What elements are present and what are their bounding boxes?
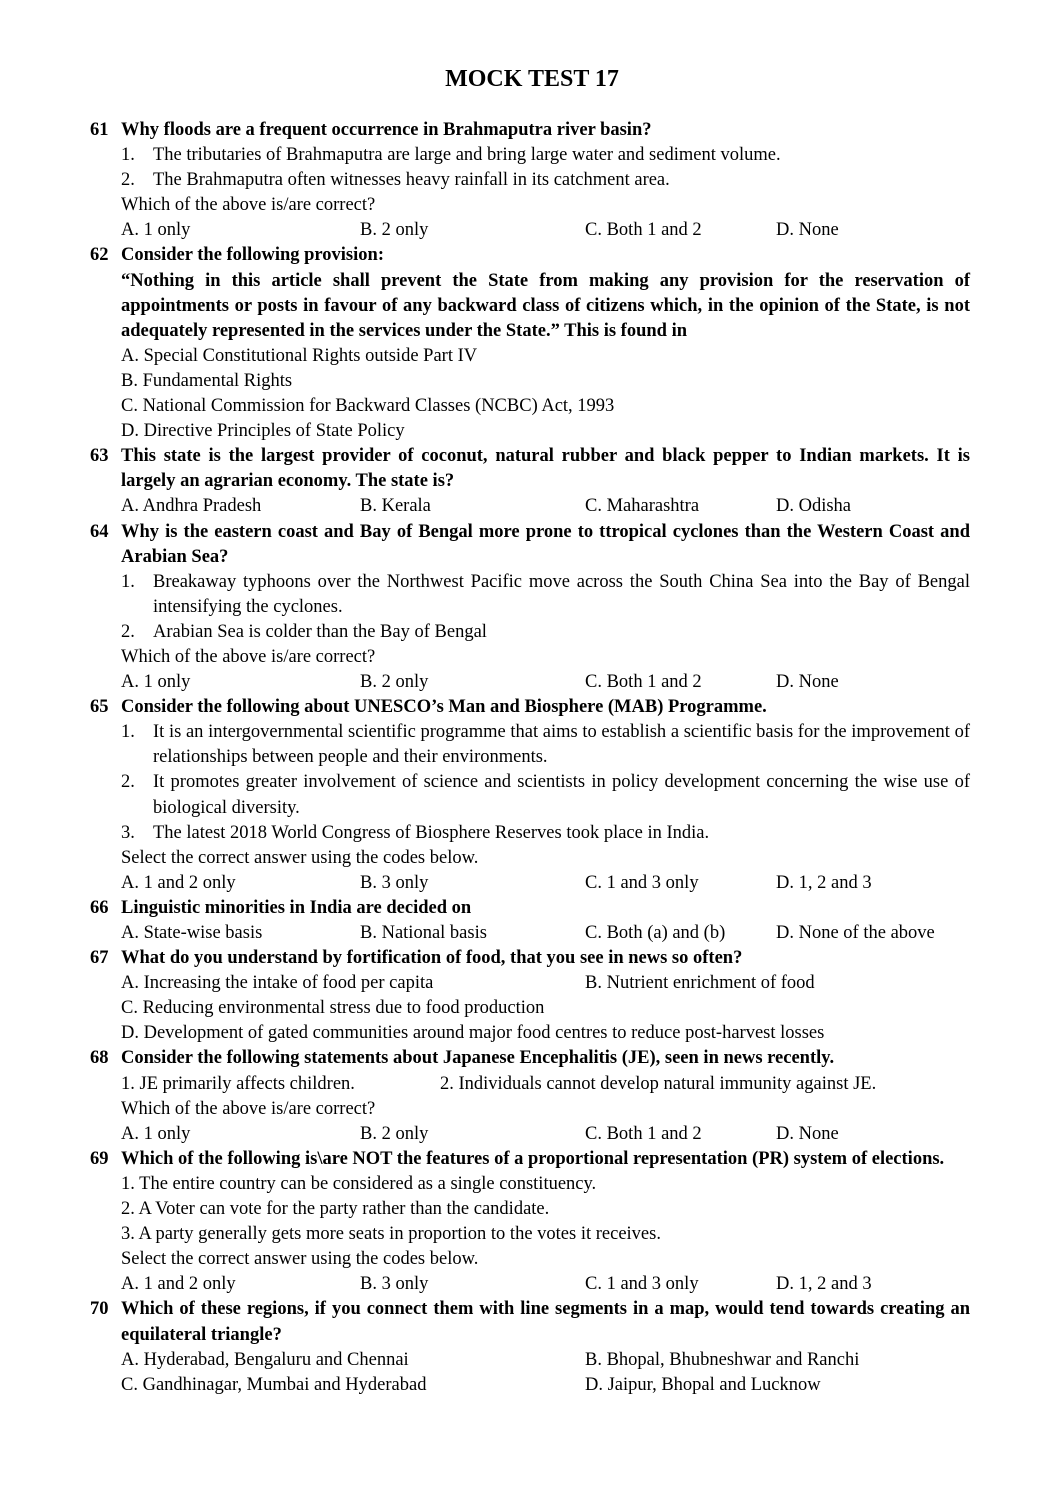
statement-number: 1.	[121, 145, 135, 166]
option-a[interactable]: A. 1 and 2 only	[121, 872, 236, 893]
option-b[interactable]: B. 2 only	[360, 1123, 429, 1144]
option-b[interactable]: B. 2 only	[360, 672, 429, 693]
option-b[interactable]: B. Nutrient enrichment of food	[585, 973, 815, 994]
question-70	[90, 1297, 970, 1397]
option-d[interactable]: D. Jaipur, Bhopal and Lucknow	[585, 1374, 821, 1395]
option-d[interactable]: D. None	[776, 220, 839, 241]
question-list	[90, 118, 970, 1398]
statement-text: The tributaries of Brahmaputra are large and bring large water and sediment volume.	[153, 145, 781, 166]
question-text: Why floods are a frequent occurrence in Brahmaputra river basin?	[121, 120, 652, 140]
statement-text: It promotes greater involvement of science and scientists in policy development concerning the wise use of biological diversity.	[153, 772, 970, 818]
statement-text: It is an intergovernmental scientific programme that aims to establish a scientific basis for the improvement of relationships between people and their environments.	[153, 722, 970, 768]
option-c[interactable]: C. Both (a) and (b)	[585, 923, 726, 943]
option-a[interactable]: A. Increasing the intake of food per capita	[121, 973, 434, 994]
question-text: Consider the following about UNESCO’s Man and Biosphere (MAB) Programme.	[121, 697, 767, 718]
options-row	[121, 971, 970, 996]
question-69	[90, 1147, 970, 1298]
option-a[interactable]: A. Hyderabad, Bengaluru and Chennai	[121, 1349, 409, 1370]
options-row	[121, 1348, 970, 1373]
question-prompt: Which of the above is/are correct?	[121, 646, 376, 667]
option-a[interactable]: A. 1 and 2 only	[121, 1274, 236, 1295]
statement-number: 3.	[121, 822, 135, 843]
question-number: 70	[90, 1299, 109, 1320]
options-row	[121, 494, 970, 519]
question-text: Linguistic minorities in India are decided on	[121, 897, 472, 918]
statement	[121, 821, 970, 846]
question-number: 61	[90, 120, 109, 140]
question-64	[90, 520, 970, 696]
statement-number: 1.	[121, 722, 135, 743]
question-65	[90, 695, 970, 896]
question-prompt: Which of the above is/are correct?	[121, 1098, 376, 1119]
option-a[interactable]: A. 1 only	[121, 1123, 191, 1144]
question-number: 67	[90, 948, 109, 969]
question-text: Which of the following is\are NOT the features of a proportional representation (PR) system of elections.	[121, 1148, 945, 1169]
statement	[121, 620, 970, 645]
options-row	[121, 1122, 970, 1147]
question-prompt: Which of the above is/are correct?	[121, 195, 376, 216]
option-b[interactable]: B. 3 only	[360, 1274, 429, 1295]
option-d[interactable]: D. 1, 2 and 3	[776, 1274, 872, 1295]
options-row	[121, 921, 970, 946]
question-text: Why is the eastern coast and Bay of Bengal more prone to ttropical cyclones than the Western Coast and Arabian Sea?	[121, 521, 970, 567]
options-row	[121, 871, 970, 896]
question-text: Consider the following statements about Japanese Encephalitis (JE), seen in news recently.	[121, 1048, 835, 1069]
option-d[interactable]: D. None of the above	[776, 923, 935, 943]
option-c[interactable]: C. Maharashtra	[585, 496, 700, 517]
question-62	[90, 243, 970, 444]
option-a[interactable]: A. 1 only	[121, 220, 191, 241]
option-a[interactable]: A. 1 only	[121, 672, 191, 693]
question-text: Consider the following provision:	[121, 245, 384, 266]
statement-text: The Brahmaputra often witnesses heavy rainfall in its catchment area.	[153, 170, 670, 191]
question-number: 65	[90, 697, 109, 718]
option-c[interactable]: C. Both 1 and 2	[585, 220, 702, 241]
option-c[interactable]: C. Both 1 and 2	[585, 672, 702, 693]
statement: 2. A Voter can vote for the party rather than the candidate.	[121, 1199, 550, 1220]
statements-row	[121, 1072, 970, 1097]
options-row	[121, 1272, 970, 1297]
question-text: What do you understand by fortification of food, that you see in news so often?	[121, 948, 743, 969]
option-b[interactable]: B. Bhopal, Bhubneshwar and Ranchi	[585, 1349, 860, 1370]
option-b[interactable]: B. National basis	[360, 923, 487, 943]
statement: 1. JE primarily affects children.	[121, 1073, 355, 1094]
option-b[interactable]: B. Fundamental Rights	[121, 370, 293, 391]
question-number: 69	[90, 1148, 109, 1169]
option-b[interactable]: B. 3 only	[360, 872, 429, 893]
question-text: This state is the largest provider of coconut, natural rubber and black pepper to Indian markets. It is largely an agrarian economy. The state is?	[121, 446, 970, 492]
option-d[interactable]: D. Directive Principles of State Policy	[121, 421, 405, 442]
statement	[121, 168, 970, 193]
statement-number: 2.	[121, 170, 135, 191]
statement	[121, 570, 970, 620]
option-c[interactable]: C. National Commission for Backward Classes (NCBC) Act, 1993	[121, 396, 615, 417]
statement-text: Arabian Sea is colder than the Bay of Bengal	[153, 621, 487, 642]
option-d[interactable]: D. None	[776, 1123, 839, 1144]
option-a[interactable]: A. Special Constitutional Rights outside Part IV	[121, 345, 478, 366]
statement	[121, 720, 970, 770]
option-c[interactable]: C. Both 1 and 2	[585, 1123, 702, 1144]
statement: 1. The entire country can be considered as a single constituency.	[121, 1173, 597, 1194]
quoted-provision: “Nothing in this article shall prevent the State from making any provision for the reservation of appointments or posts in favour of any backward class of citizens which, in the opinion of the State, is not adequately represented in the services under the State.” This is found in	[121, 270, 970, 341]
question-number: 68	[90, 1048, 109, 1069]
statement: 2. Individuals cannot develop natural immunity against JE.	[440, 1073, 877, 1094]
question-number: 62	[90, 245, 109, 266]
option-c[interactable]: C. 1 and 3 only	[585, 872, 699, 893]
question-number: 63	[90, 446, 109, 467]
statement-number: 2.	[121, 772, 135, 793]
options-row	[121, 218, 970, 243]
question-66	[90, 896, 970, 946]
option-c[interactable]: C. Gandhinagar, Mumbai and Hyderabad	[121, 1374, 427, 1395]
question-number: 66	[90, 897, 109, 918]
question-number: 64	[90, 521, 109, 542]
statement-text: Breakaway typhoons over the Northwest Pacific move across the South China Sea into the Bay of Bengal intensifying the cyclones.	[153, 571, 970, 617]
statement-text: The latest 2018 World Congress of Biosphere Reserves took place in India.	[153, 822, 710, 843]
question-prompt: Select the correct answer using the codes below.	[121, 847, 479, 868]
option-c[interactable]: C. 1 and 3 only	[585, 1274, 699, 1295]
option-a[interactable]: A. State-wise basis	[121, 923, 263, 943]
options-row	[121, 1373, 970, 1398]
question-68	[90, 1046, 970, 1146]
statement-number: 2.	[121, 621, 135, 642]
option-c[interactable]: C. Reducing environmental stress due to food production	[121, 998, 545, 1019]
option-d[interactable]: D. 1, 2 and 3	[776, 872, 872, 893]
page-title: MOCK TEST 17	[445, 66, 619, 92]
option-d[interactable]: D. Development of gated communities around major food centres to reduce post-harvest losses	[121, 1023, 825, 1044]
option-d[interactable]: D. None	[776, 672, 839, 693]
options-row	[121, 670, 970, 695]
question-67	[90, 946, 970, 1046]
question-61	[90, 118, 970, 243]
question-prompt: Select the correct answer using the codes below.	[121, 1249, 479, 1270]
question-text: Which of these regions, if you connect them with line segments in a map, would tend towards creating an equilateral triangle?	[121, 1299, 970, 1345]
statement-number: 1.	[121, 571, 135, 592]
option-a[interactable]: A. Andhra Pradesh	[121, 496, 262, 517]
statement	[121, 770, 970, 820]
option-d[interactable]: D. Odisha	[776, 496, 852, 517]
statement	[121, 143, 970, 168]
option-b[interactable]: B. Kerala	[360, 496, 431, 517]
statement: 3. A party generally gets more seats in proportion to the votes it receives.	[121, 1224, 661, 1245]
question-63	[90, 444, 970, 519]
option-b[interactable]: B. 2 only	[360, 220, 429, 241]
